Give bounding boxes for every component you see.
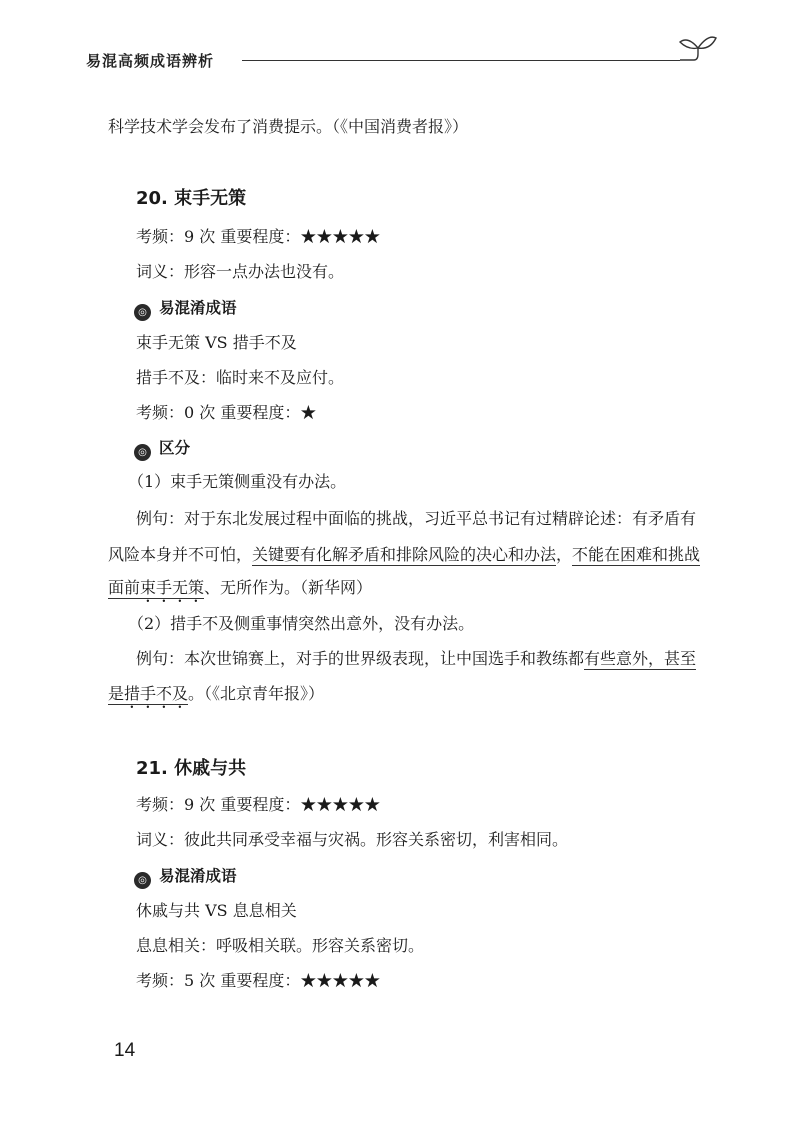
other-frequency: 考频：0 次 重要程度：★ xyxy=(136,403,317,422)
intro-line: 科学技术学会发布了消费提示。（《中国消费者报》） xyxy=(108,117,469,136)
circled-number-icon: ◎ xyxy=(134,444,151,461)
page-number: 14 xyxy=(114,1040,136,1061)
distinct-heading: ◎ 区分 xyxy=(134,436,190,461)
entry-meaning: 词义：彼此共同承受幸福与灾祸。形容关系密切，利害相同。 xyxy=(136,830,569,849)
distinction-point-1: （1）束手无策侧重没有办法。 xyxy=(128,472,347,491)
example-line: 是措手不及。（《北京青年报》） xyxy=(108,684,325,703)
example-line: 例句：本次世锦赛上，对手的世界级表现，让中国选手和教练都有些意外，甚至 xyxy=(136,649,697,668)
compare-line: 休戚与共 VS 息息相关 xyxy=(136,901,297,920)
other-meaning: 息息相关：呼吸相关联。形容关系密切。 xyxy=(136,936,425,955)
confuse-heading: ◎ 易混淆成语 xyxy=(134,296,237,321)
entry-frequency: 考频：9 次 重要程度：★★★★★ xyxy=(136,227,381,246)
circled-number-icon: ◎ xyxy=(134,872,151,889)
distinction-point-2: （2）措手不及侧重事情突然出意外，没有办法。 xyxy=(128,614,475,633)
example-line: 面前束手无策、无所作为。（新华网） xyxy=(108,578,373,597)
other-meaning: 措手不及：临时来不及应付。 xyxy=(136,368,345,387)
confuse-heading: ◎ 易混淆成语 xyxy=(134,864,237,889)
entry-title: 20. 束手无策 xyxy=(136,188,247,209)
running-header-title: 易混高频成语辨析 xyxy=(86,52,215,70)
other-frequency: 考频：5 次 重要程度：★★★★★ xyxy=(136,971,381,990)
example-line: 例句：对于东北发展过程中面临的挑战，习近平总书记有过精辟论述：有矛盾有 xyxy=(136,509,697,528)
entry-frequency: 考频：9 次 重要程度：★★★★★ xyxy=(136,795,381,814)
compare-line: 束手无策 VS 措手不及 xyxy=(136,333,297,352)
header-rule xyxy=(242,60,680,61)
circled-number-icon: ◎ xyxy=(134,304,151,321)
entry-meaning: 词义：形容一点办法也没有。 xyxy=(136,262,345,281)
example-line: 风险本身并不可怕，关键要有化解矛盾和排除风险的决心和办法，不能在困难和挑战 xyxy=(108,545,701,564)
entry-title: 21. 休戚与共 xyxy=(136,758,247,779)
sprout-icon xyxy=(676,30,720,70)
